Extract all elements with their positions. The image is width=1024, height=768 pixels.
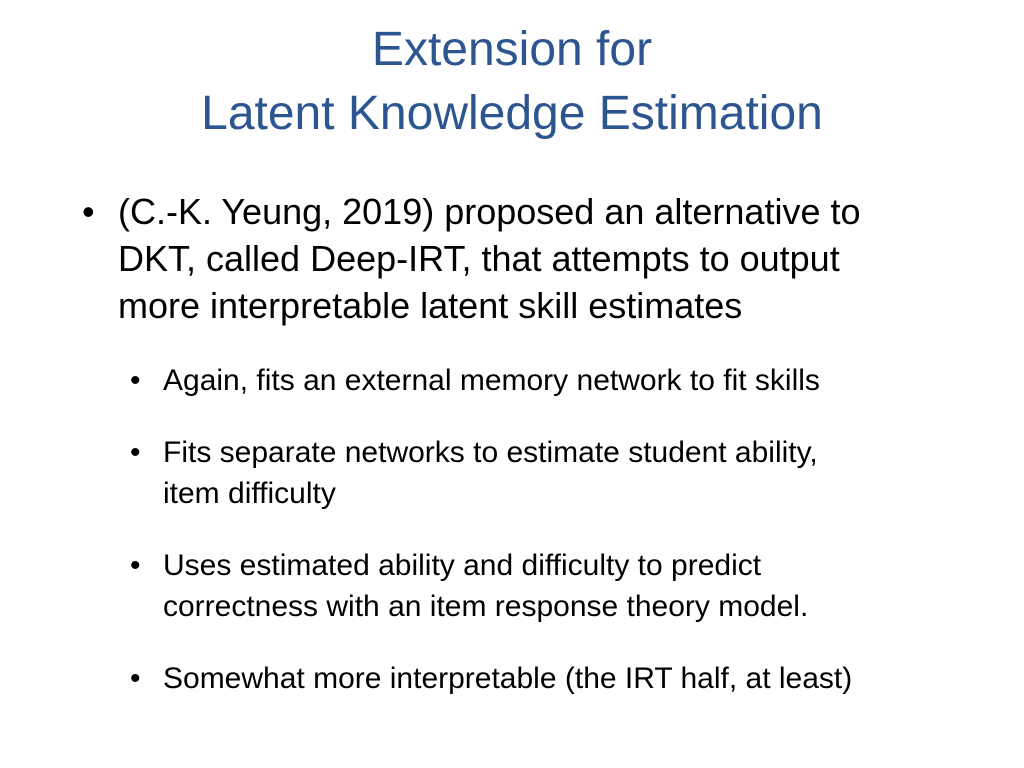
sub-bullet-1 bbox=[130, 360, 990, 401]
sub-bullet-marker: • bbox=[130, 549, 141, 582]
sub-bullet-marker: • bbox=[130, 436, 141, 469]
sub-bullet-4 bbox=[130, 658, 990, 699]
main-bullet-line-3: more interpretable latent skill estimates bbox=[118, 285, 743, 326]
sub-bullet-3 bbox=[130, 545, 990, 627]
main-bullet-line-2: DKT, called Deep-IRT, that attempts to output bbox=[118, 238, 840, 279]
slide-title bbox=[0, 18, 1024, 146]
sub-bullet-1-line-1: Again, fits an external memory network to fit skills bbox=[163, 364, 820, 397]
sub-bullet-2-line-2: item difficulty bbox=[163, 477, 336, 510]
title-line-1: Extension for bbox=[371, 23, 653, 76]
sub-bullet-2 bbox=[130, 432, 990, 514]
sub-bullet-marker: • bbox=[130, 364, 141, 397]
main-bullet-line-1: (C.-K. Yeung, 2019) proposed an alternative to bbox=[118, 191, 861, 232]
sub-bullet-3-line-1: Uses estimated ability and difficulty to predict bbox=[163, 549, 762, 582]
sub-bullet-marker: • bbox=[130, 662, 141, 695]
sub-bullet-2-line-1: Fits separate networks to estimate student ability, bbox=[163, 436, 818, 469]
bullet-marker: • bbox=[82, 191, 95, 232]
sub-bullet-4-line-1: Somewhat more interpretable (the IRT half, at least) bbox=[163, 662, 853, 695]
sub-bullet-3-line-2: correctness with an item response theory model. bbox=[163, 590, 809, 623]
main-bullet-list bbox=[72, 188, 972, 329]
title-line-2: Latent Knowledge Estimation bbox=[201, 87, 823, 140]
main-bullet bbox=[72, 188, 972, 329]
